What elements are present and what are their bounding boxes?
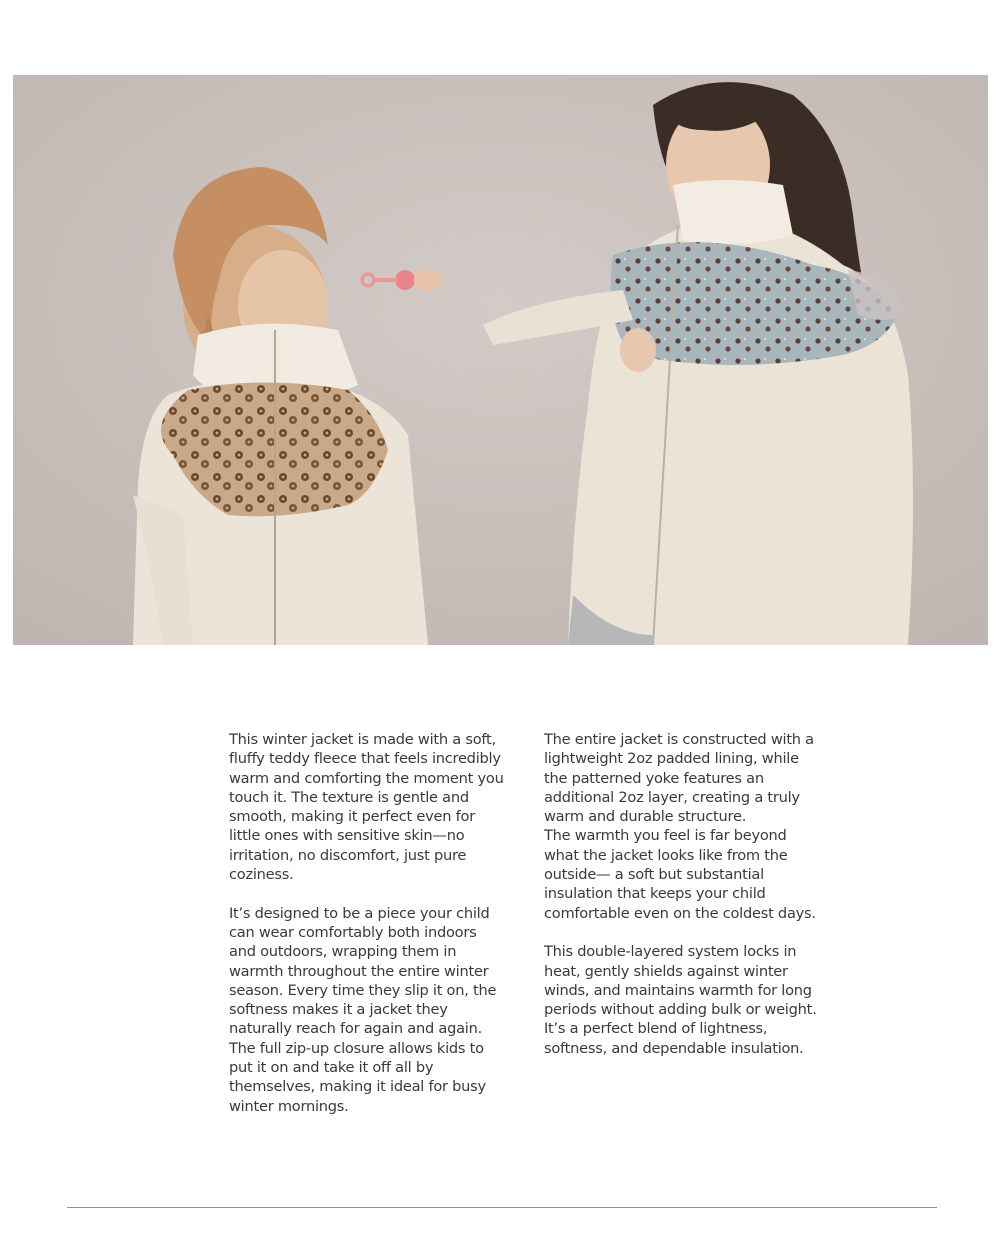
paragraph-construction: The entire jacket is constructed with a lightweight 2oz padded lining, while the patterned yoke features an additional 2oz layer, creating a truly warm and durable structure. — [544, 731, 814, 826]
paragraph-insulation: This double-layered system locks in heat, gently shields against winter winds, and maintains warmth for long periods without adding bulk or weight. It’s a perfect blend of lightness, softness, and dependable insulation. — [544, 943, 817, 1057]
bottom-divider — [67, 1207, 937, 1208]
description-column-right — [544, 730, 820, 1077]
paragraph-warmth: The warmth you feel is far beyond what the jacket looks like from the outside— a soft but substantial insulation that keeps your child comfortable even on the coldest days. — [544, 827, 816, 922]
description-column-left — [229, 730, 505, 1135]
paragraph-fleece: This winter jacket is made with a soft, fluffy teddy fleece that feels incredibly warm and comforting the moment you touch it. The texture is gentle and smooth, making it perfect even for little ones with sensitive skin—no irritation, no discomfort, just pure coziness. — [229, 731, 504, 884]
hero-photo — [13, 75, 988, 645]
paragraph-design: It’s designed to be a piece your child can wear comfortably both indoors and outdoors, wrapping them in warmth throughout the entire winter season. Every time they slip it on, the softness makes it a jacket they naturally reach for again and again. The full zip-up closure allows kids to put it on and take it off all by themselves, making it ideal for busy winter mornings. — [229, 904, 497, 1115]
hero-photo-illustration — [13, 75, 988, 645]
